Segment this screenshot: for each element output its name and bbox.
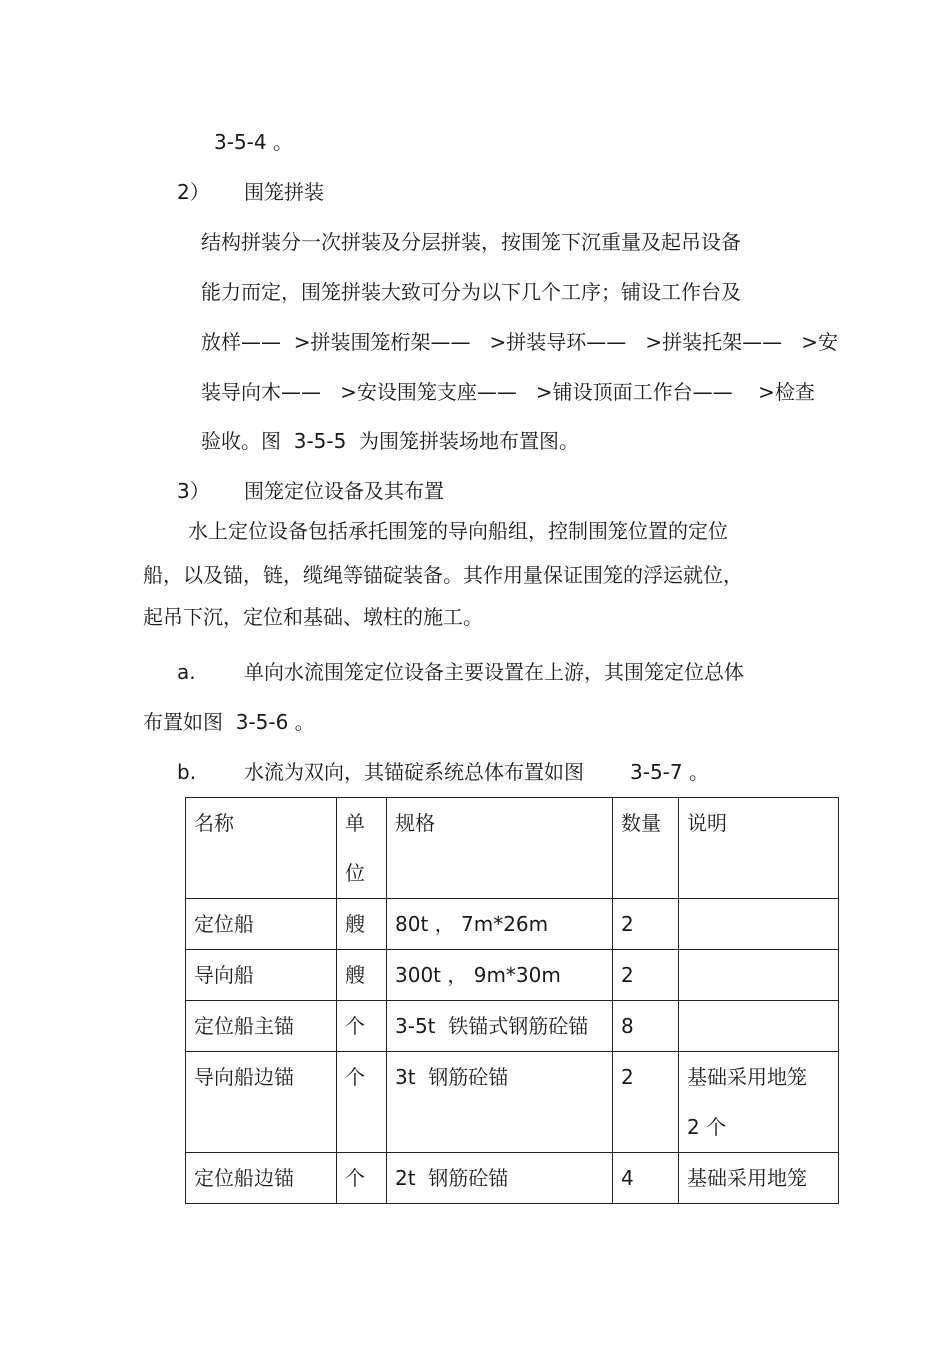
paragraph-line: 水上定位设备包括承托围笼的导向船组，控制围笼位置的定位	[188, 519, 728, 543]
list-marker: a.	[177, 660, 196, 684]
table-cell: 基础采用地笼	[679, 1153, 839, 1204]
table-row	[186, 899, 839, 950]
table-cell: 定位船主锚	[186, 1001, 337, 1052]
table-cell: 个	[337, 1052, 387, 1153]
table-cell: 80t ， 7m*26m	[387, 899, 613, 950]
table-cell: 2	[613, 899, 679, 950]
table-cell: 个	[337, 1153, 387, 1204]
table-cell: 定位船	[186, 899, 337, 950]
table-cell: 艘	[337, 950, 387, 1001]
section-heading: 围笼定位设备及其布置	[244, 479, 444, 503]
table-cell: 艘	[337, 899, 387, 950]
paragraph-line: 单向水流围笼定位设备主要设置在上游，其围笼定位总体	[244, 660, 744, 684]
table-row	[186, 1052, 839, 1153]
table-cell: 2t 钢筋砼锚	[387, 1153, 613, 1204]
paragraph-line: 船，以及锚，链，缆绳等锚碇装备。其作用量保证围笼的浮运就位，	[143, 563, 743, 587]
table-cell: 个	[337, 1001, 387, 1052]
list-marker: b.	[177, 760, 197, 784]
table-cell	[679, 1001, 839, 1052]
table-cell: 3t 钢筋砼锚	[387, 1052, 613, 1153]
paragraph-line: 结构拼装分一次拼装及分层拼装，按围笼下沉重量及起吊设备	[201, 230, 741, 254]
table-cell: 8	[613, 1001, 679, 1052]
header-cell: 单 位	[337, 798, 387, 899]
equipment-table	[185, 797, 839, 1204]
section-number: 3）	[177, 479, 210, 503]
table-cell: 4	[613, 1153, 679, 1204]
table-row	[186, 1153, 839, 1204]
figure-reference: 3-5-7 。	[630, 760, 709, 784]
paragraph-line: 放样—— >拼装围笼桁架—— >拼装导环—— >拼装托架—— >安	[201, 330, 838, 354]
table-cell: 定位船边锚	[186, 1153, 337, 1204]
header-cell: 名称	[186, 798, 337, 899]
table-cell	[679, 899, 839, 950]
paragraph-line: 布置如图 3-5-6 。	[143, 710, 315, 734]
table-cell: 基础采用地笼 2 个	[679, 1052, 839, 1153]
paragraph-line: 起吊下沉，定位和基础、墩柱的施工。	[143, 605, 483, 629]
table-cell	[679, 950, 839, 1001]
table-cell: 导向船	[186, 950, 337, 1001]
table-cell: 3-5t 铁锚式钢筋砼锚	[387, 1001, 613, 1052]
paragraph-line: 验收。图 3-5-5 为围笼拼装场地布置图。	[201, 429, 580, 453]
table-cell: 2	[613, 950, 679, 1001]
header-cell: 数量	[613, 798, 679, 899]
paragraph-line: 水流为双向，其锚碇系统总体布置如图	[244, 760, 584, 784]
paragraph-line: 装导向木—— >安设围笼支座—— >铺设顶面工作台—— >检查	[201, 380, 815, 404]
header-cell: 说明	[679, 798, 839, 899]
table-header-row	[186, 798, 839, 899]
header-cell: 规格	[387, 798, 613, 899]
section-heading: 围笼拼装	[244, 180, 324, 204]
table-row	[186, 1001, 839, 1052]
table-row	[186, 950, 839, 1001]
paragraph-line: 3-5-4 。	[214, 130, 293, 154]
table-cell: 300t ， 9m*30m	[387, 950, 613, 1001]
table-cell: 2	[613, 1052, 679, 1153]
table-cell: 导向船边锚	[186, 1052, 337, 1153]
paragraph-line: 能力而定，围笼拼装大致可分为以下几个工序；铺设工作台及	[201, 280, 741, 304]
section-number: 2）	[177, 180, 210, 204]
